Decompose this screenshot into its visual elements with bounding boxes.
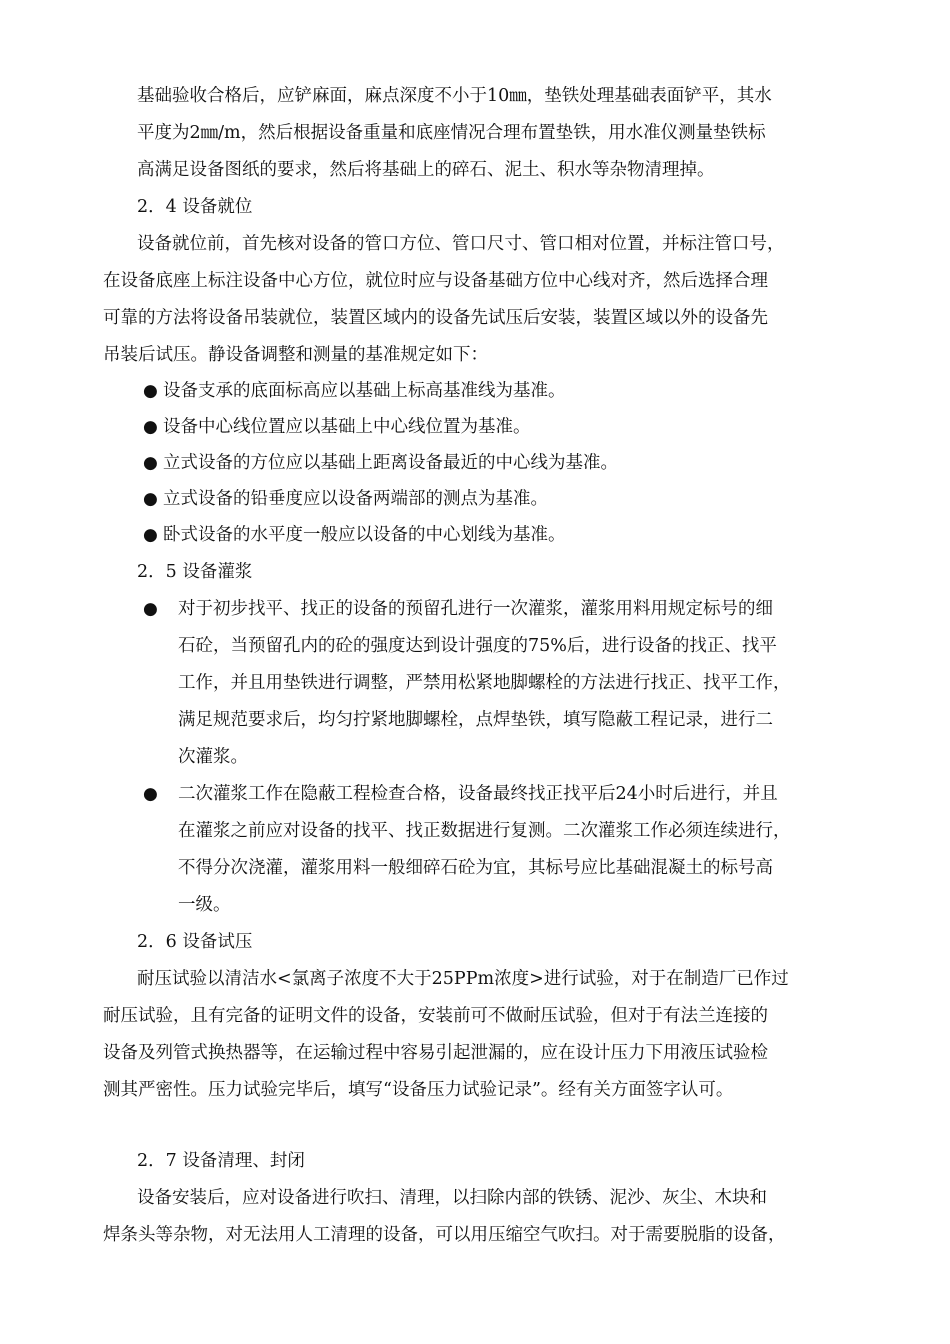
bullet-item: 立式设备的方位应以基础上距离设备最近的中心线为基准。	[163, 453, 618, 473]
bullet-icon: ●	[143, 525, 158, 545]
paragraph-line: 吊装后试压。静设备调整和测量的基准规定如下：	[103, 345, 488, 365]
paragraph-line: 耐压试验以清洁水<氯离子浓度不大于25PPm浓度>进行试验，对于在制造厂已作过	[137, 969, 789, 989]
section-heading-2-4: 2．4 设备就位	[137, 197, 253, 217]
paragraph-line: 测其严密性。压力试验完毕后，填写“设备压力试验记录”。经有关方面签字认可。	[103, 1080, 734, 1100]
intro-line-2: 平度为2㎜/m，然后根据设备重量和底座情况合理布置垫铁，用水准仪测量垫铁标	[137, 123, 766, 143]
bullet-line: 满足规范要求后，均匀拧紧地脚螺栓，点焊垫铁，填写隐蔽工程记录，进行二	[178, 710, 773, 730]
bullet-item: 设备中心线位置应以基础上中心线位置为基准。	[163, 417, 531, 437]
bullet-line: 不得分次浇灌，灌浆用料一般细碎石砼为宜，其标号应比基础混凝土的标号高	[178, 858, 773, 878]
bullet-icon: ●	[143, 453, 158, 473]
bullet-line: 工作，并且用垫铁进行调整，严禁用松紧地脚螺栓的方法进行找正、找平工作，	[178, 673, 791, 693]
intro-line-3: 高满足设备图纸的要求，然后将基础上的碎石、泥土、积水等杂物清理掉。	[137, 160, 715, 180]
bullet-line: 在灌浆之前应对设备的找平、找正数据进行复测。二次灌浆工作必须连续进行，	[178, 821, 791, 841]
paragraph-line: 在设备底座上标注设备中心方位，就位时应与设备基础方位中心线对齐，然后选择合理	[103, 271, 768, 291]
bullet-item: 设备支承的底面标高应以基础上标高基准线为基准。	[163, 381, 566, 401]
section-heading-2-6: 2．6 设备试压	[137, 932, 253, 952]
paragraph-line: 设备安装后，应对设备进行吹扫、清理，以扫除内部的铁锈、泥沙、灰尘、木块和	[137, 1188, 767, 1208]
bullet-icon: ●	[143, 784, 158, 804]
bullet-item: 立式设备的铅垂度应以设备两端部的测点为基准。	[163, 489, 548, 509]
section-heading-2-7: 2．7 设备清理、封闭	[137, 1151, 305, 1171]
paragraph-line: 可靠的方法将设备吊装就位，装置区域内的设备先试压后安装，装置区域以外的设备先	[103, 308, 768, 328]
bullet-line: 对于初步找平、找正的设备的预留孔进行一次灌浆，灌浆用料用规定标号的细	[178, 599, 773, 619]
paragraph-line: 焊条头等杂物，对无法用人工清理的设备，可以用压缩空气吹扫。对于需要脱脂的设备，	[103, 1225, 786, 1245]
paragraph-line: 设备及列管式换热器等，在运输过程中容易引起泄漏的，应在设计压力下用液压试验检	[103, 1043, 768, 1063]
bullet-icon: ●	[143, 417, 158, 437]
bullet-item: 卧式设备的水平度一般应以设备的中心划线为基准。	[163, 525, 566, 545]
bullet-line: 一级。	[178, 895, 231, 915]
bullet-icon: ●	[143, 599, 158, 619]
bullet-icon: ●	[143, 489, 158, 509]
bullet-line: 次灌浆。	[178, 747, 248, 767]
bullet-line: 石砼，当预留孔内的砼的强度达到设计强度的75%后，进行设备的找正、找平	[178, 636, 777, 656]
bullet-icon: ●	[143, 381, 158, 401]
paragraph-line: 设备就位前，首先核对设备的管口方位、管口尺寸、管口相对位置，并标注管口号，	[137, 234, 785, 254]
bullet-line: 二次灌浆工作在隐蔽工程检查合格，设备最终找正找平后24小时后进行，并且	[178, 784, 778, 804]
paragraph-line: 耐压试验，且有完备的证明文件的设备，安装前可不做耐压试验，但对于有法兰连接的	[103, 1006, 768, 1026]
section-heading-2-5: 2．5 设备灌浆	[137, 562, 253, 582]
intro-line-1: 基础验收合格后，应铲麻面，麻点深度不小于10㎜，垫铁处理基础表面铲平，其水	[137, 86, 772, 106]
